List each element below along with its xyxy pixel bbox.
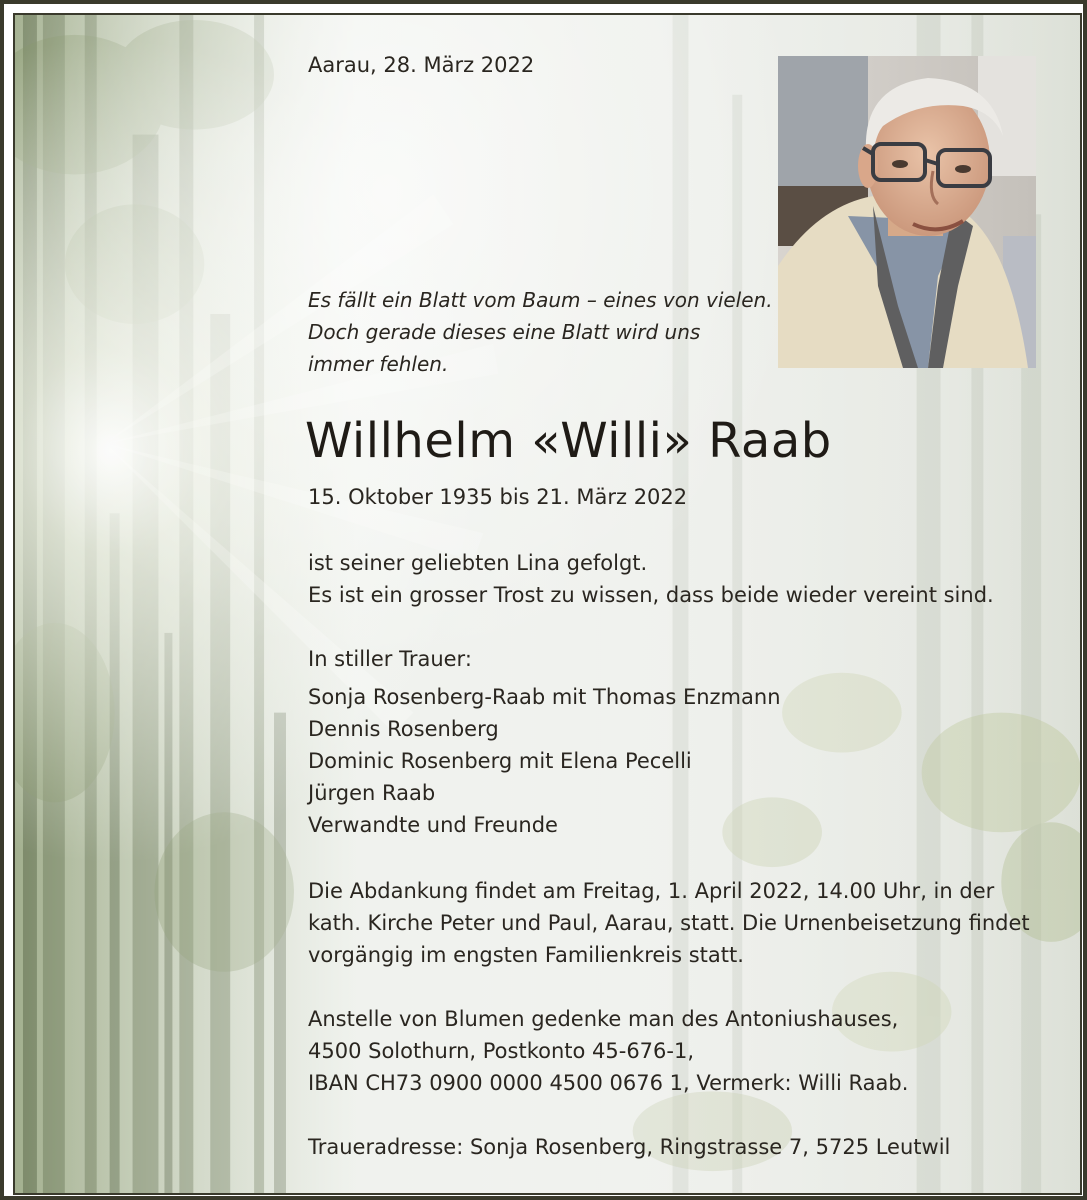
donation-line: IBAN CH73 0900 0000 4500 0676 1, Vermerk: Willi Raab. (308, 1071, 909, 1095)
farewell-message (308, 547, 994, 611)
mourner-item: Verwandte und Freunde (308, 813, 558, 837)
donation-info (308, 1003, 908, 1099)
mourner-item: Sonja Rosenberg-Raab mit Thomas Enzmann (308, 685, 781, 709)
portrait-photo (778, 56, 1036, 368)
ceremony-line: kath. Kirche Peter und Paul, Aarau, statt. Die Urnenbeisetzung findet (308, 911, 1030, 935)
poem-line: Es fällt ein Blatt vom Baum – eines von vielen. (308, 288, 773, 312)
notice-inner-frame (13, 13, 1082, 1195)
donation-line: 4500 Solothurn, Postkonto 45-676-1, (308, 1039, 695, 1063)
ceremony-info (308, 875, 1030, 971)
deceased-name: Willhelm «Willi» Raab (305, 413, 832, 469)
message-line: ist seiner geliebten Lina gefolgt. (308, 551, 648, 575)
mourner-item: Dennis Rosenberg (308, 717, 499, 741)
message-line: Es ist ein grosser Trost zu wissen, dass beide wieder vereint sind. (308, 583, 994, 607)
mourning-address: Traueradresse: Sonja Rosenberg, Ringstrasse 7, 5725 Leutwil (308, 1135, 951, 1159)
poem-line: Doch gerade dieses eine Blatt wird uns (308, 320, 701, 344)
ceremony-line: Die Abdankung findet am Freitag, 1. April 2022, 14.00 Uhr, in der (308, 879, 995, 903)
poem-line: immer fehlen. (308, 352, 449, 376)
life-dates: 15. Oktober 1935 bis 21. März 2022 (308, 485, 688, 509)
place-and-date: Aarau, 28. März 2022 (308, 53, 535, 77)
donation-line: Anstelle von Blumen gedenke man des Antoniushauses, (308, 1007, 899, 1031)
mourner-item: Jürgen Raab (308, 781, 436, 805)
mourner-item: Dominic Rosenberg mit Elena Pecelli (308, 749, 692, 773)
mourning-heading: In stiller Trauer: (308, 647, 472, 671)
mourners-list (308, 681, 781, 841)
ceremony-line: vorgängig im engsten Familienkreis statt. (308, 943, 744, 967)
poem-quote (308, 284, 773, 380)
